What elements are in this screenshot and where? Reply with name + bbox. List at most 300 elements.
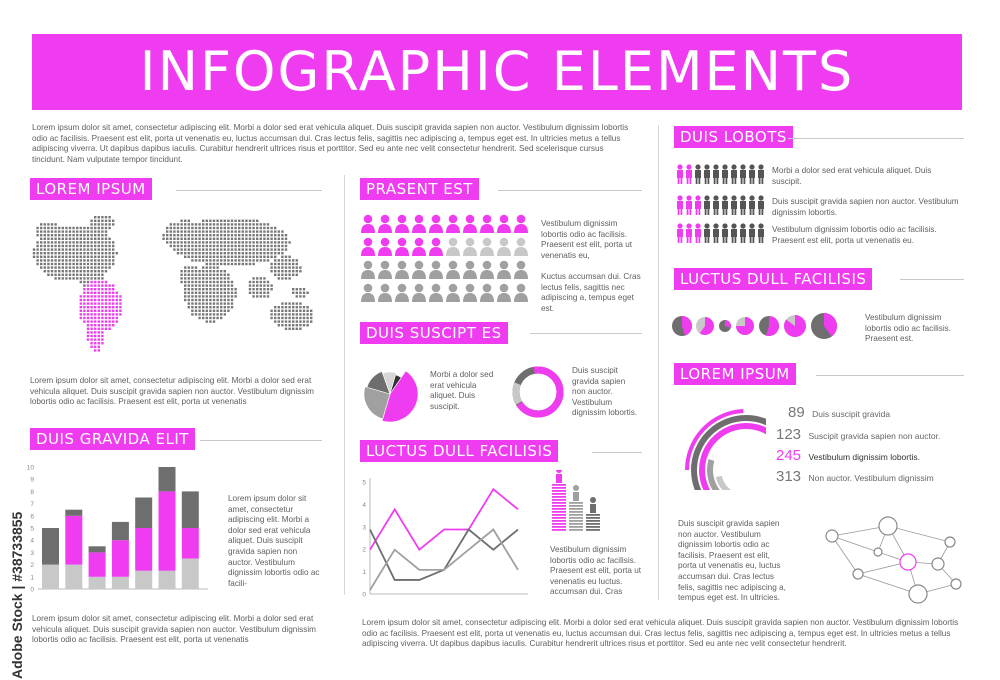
- map-dot: [83, 313, 85, 315]
- map-dot: [90, 227, 92, 229]
- map-dot: [209, 288, 211, 290]
- map-dot: [296, 302, 298, 304]
- map-dot: [105, 288, 107, 290]
- person-row-text: Vestibulum dignissim lobortis odio ac facilisis. Praesent est elit, porta ut venenatis eu.: [772, 225, 937, 245]
- map-dot: [202, 238, 204, 240]
- map-dot: [238, 259, 240, 261]
- map-dot: [274, 317, 276, 319]
- map-dot: [209, 310, 211, 312]
- network-edge: [832, 536, 858, 574]
- map-dot: [101, 230, 103, 232]
- map-dot: [198, 252, 200, 254]
- map-dot: [213, 320, 215, 322]
- map-dot: [195, 306, 197, 308]
- map-dot: [224, 292, 226, 294]
- map-dot: [296, 324, 298, 326]
- map-dot: [224, 295, 226, 297]
- map-dot: [267, 230, 269, 232]
- map-dot: [220, 263, 222, 265]
- map-dot: [292, 266, 294, 268]
- map-dot: [87, 266, 89, 268]
- map-dot: [112, 299, 114, 301]
- y-tick-label: 9: [30, 476, 34, 484]
- map-dot: [101, 320, 103, 322]
- map-dot: [274, 266, 276, 268]
- map-dot: [90, 288, 92, 290]
- bar: [42, 528, 59, 565]
- map-dot: [184, 299, 186, 301]
- map-dot: [69, 248, 71, 250]
- map-dot: [87, 320, 89, 322]
- map-dot: [242, 241, 244, 243]
- map-dot: [256, 234, 258, 236]
- map-dot: [112, 295, 114, 297]
- section-rule: [498, 190, 642, 191]
- map-dot: [299, 302, 301, 304]
- map-dot: [54, 234, 56, 236]
- map-dot: [119, 313, 121, 315]
- map-dot: [213, 306, 215, 308]
- map-dot: [206, 220, 208, 222]
- map-dot: [281, 238, 283, 240]
- map-dot: [206, 317, 208, 319]
- map-dot: [101, 281, 103, 283]
- map-dot: [108, 310, 110, 312]
- mini-pies-paragraph: Vestibulum dignissim lobortis odio ac facilisis. Praesent est.: [865, 313, 952, 344]
- map-dot: [51, 245, 53, 247]
- map-dot: [249, 284, 251, 286]
- map-dot: [252, 223, 254, 225]
- map-dot: [260, 234, 262, 236]
- map-dot: [87, 230, 89, 232]
- map-dot: [220, 313, 222, 315]
- map-dot: [288, 313, 290, 315]
- map-dot: [285, 324, 287, 326]
- lines-paragraph: Vestibulum dignissim lobortis odio ac facilisis. Praesent est elit, porta ut venenatis eu luctus. accumsan dui. Cras: [550, 545, 642, 597]
- map-dot: [252, 238, 254, 240]
- map-dot: [263, 292, 265, 294]
- map-dot: [252, 281, 254, 283]
- map-dot: [195, 310, 197, 312]
- map-dot: [76, 252, 78, 254]
- bar: [112, 577, 129, 589]
- map-dot: [69, 274, 71, 276]
- map-dot: [267, 295, 269, 297]
- person-icon: [429, 261, 443, 279]
- map-dot: [242, 256, 244, 258]
- map-dot: [108, 216, 110, 218]
- person-row: [676, 195, 768, 217]
- person-icon: [446, 238, 460, 256]
- map-dot: [274, 248, 276, 250]
- map-dot: [184, 220, 186, 222]
- map-dot: [252, 241, 254, 243]
- map-dot: [105, 248, 107, 250]
- map-dot: [296, 288, 298, 290]
- map-dot: [227, 238, 229, 240]
- map-dot: [202, 284, 204, 286]
- map-dot: [206, 266, 208, 268]
- map-dot: [76, 266, 78, 268]
- map-dot: [245, 227, 247, 229]
- map-dot: [227, 227, 229, 229]
- map-dot: [227, 302, 229, 304]
- person-icon: [395, 284, 409, 302]
- map-dot: [191, 238, 193, 240]
- map-dot: [238, 220, 240, 222]
- map-dot: [105, 256, 107, 258]
- map-dot: [166, 234, 168, 236]
- pictograph-bar: [552, 470, 566, 531]
- map-dot: [87, 227, 89, 229]
- column-divider: [344, 175, 345, 595]
- map-dot: [216, 234, 218, 236]
- map-dot: [216, 302, 218, 304]
- map-dot: [220, 292, 222, 294]
- map-dot: [202, 241, 204, 243]
- network-node: [874, 548, 882, 556]
- map-dot: [263, 241, 265, 243]
- map-dot: [98, 241, 100, 243]
- map-dot: [252, 256, 254, 258]
- map-dot: [94, 230, 96, 232]
- map-dot: [224, 223, 226, 225]
- map-dot: [58, 234, 60, 236]
- person-icon: [749, 223, 755, 243]
- map-dot: [267, 223, 269, 225]
- map-dot: [198, 310, 200, 312]
- map-dot: [191, 230, 193, 232]
- map-dot: [216, 241, 218, 243]
- map-dot: [306, 320, 308, 322]
- y-tick-label: 1: [30, 574, 34, 582]
- map-dot: [296, 317, 298, 319]
- map-dot: [281, 259, 283, 261]
- map-dot: [198, 313, 200, 315]
- bar: [112, 540, 129, 577]
- map-dot: [216, 284, 218, 286]
- map-dot: [65, 263, 67, 265]
- map-dot: [105, 306, 107, 308]
- map-dot: [83, 292, 85, 294]
- map-dot: [202, 252, 204, 254]
- map-dot: [170, 223, 172, 225]
- network-diagram: [818, 516, 968, 606]
- map-dot: [195, 295, 197, 297]
- map-dot: [87, 252, 89, 254]
- map-dot: [278, 313, 280, 315]
- map-dot: [62, 245, 64, 247]
- map-dot: [87, 331, 89, 333]
- map-dot: [270, 248, 272, 250]
- map-dot: [94, 317, 96, 319]
- map-dot: [281, 245, 283, 247]
- map-dot: [227, 234, 229, 236]
- map-dot: [209, 252, 211, 254]
- map-dot: [191, 248, 193, 250]
- person-icon: [713, 164, 719, 184]
- map-dot: [281, 256, 283, 258]
- map-dot: [108, 292, 110, 294]
- person-icon: [497, 284, 511, 302]
- map-dot: [69, 230, 71, 232]
- map-dot: [98, 234, 100, 236]
- map-dot: [108, 259, 110, 261]
- section-title-mini-pies: LUCTUS DULL FACILISIS: [674, 268, 872, 290]
- map-dot: [252, 227, 254, 229]
- map-dot: [278, 266, 280, 268]
- map-dot: [198, 317, 200, 319]
- map-dot: [173, 234, 175, 236]
- map-dot: [224, 302, 226, 304]
- map-dot: [216, 306, 218, 308]
- map-dot: [94, 245, 96, 247]
- map-dot: [58, 230, 60, 232]
- map-dot: [191, 245, 193, 247]
- map-dot: [252, 220, 254, 222]
- map-dot: [166, 227, 168, 229]
- map-dot: [288, 256, 290, 258]
- y-tick-label: 2: [30, 562, 34, 570]
- map-dot: [65, 241, 67, 243]
- map-dot: [299, 324, 301, 326]
- map-dot: [202, 270, 204, 272]
- map-dot: [296, 263, 298, 265]
- map-dot: [69, 234, 71, 236]
- map-dot: [303, 295, 305, 297]
- map-dot: [94, 335, 96, 337]
- map-dot: [274, 320, 276, 322]
- map-dot: [51, 274, 53, 276]
- map-dot: [299, 306, 301, 308]
- map-dot: [292, 292, 294, 294]
- map-dot: [231, 263, 233, 265]
- map-dot: [227, 299, 229, 301]
- person-icon: [429, 215, 443, 233]
- map-dot: [191, 234, 193, 236]
- map-dot: [263, 234, 265, 236]
- map-dot: [90, 230, 92, 232]
- map-dot: [62, 238, 64, 240]
- map-dot: [119, 306, 121, 308]
- map-dot: [80, 281, 82, 283]
- map-dot: [83, 274, 85, 276]
- map-dot: [101, 266, 103, 268]
- map-dot: [44, 270, 46, 272]
- map-dot: [90, 331, 92, 333]
- map-dot: [90, 259, 92, 261]
- map-dot: [234, 288, 236, 290]
- map-dot: [98, 324, 100, 326]
- map-dot: [224, 263, 226, 265]
- map-dot: [62, 248, 64, 250]
- person-icon: [497, 215, 511, 233]
- map-dot: [184, 270, 186, 272]
- person-icon: [677, 195, 683, 215]
- map-dot: [87, 302, 89, 304]
- map-dot: [69, 263, 71, 265]
- map-dot: [116, 299, 118, 301]
- person-icon: [361, 215, 375, 233]
- map-dot: [310, 320, 312, 322]
- map-dot: [188, 281, 190, 283]
- map-dot: [288, 310, 290, 312]
- map-dot: [105, 245, 107, 247]
- map-dot: [270, 313, 272, 315]
- map-dot: [119, 302, 121, 304]
- map-dot: [281, 320, 283, 322]
- person-icon: [722, 223, 728, 243]
- map-dot: [202, 259, 204, 261]
- bar: [159, 491, 176, 570]
- map-dot: [188, 306, 190, 308]
- section-title-bar: DUIS GRAVIDA ELIT: [30, 428, 195, 450]
- map-dot: [227, 259, 229, 261]
- map-dot: [198, 230, 200, 232]
- map-dot: [288, 302, 290, 304]
- map-dot: [83, 234, 85, 236]
- person-icon: [378, 261, 392, 279]
- map-dot: [98, 317, 100, 319]
- map-dot: [180, 252, 182, 254]
- map-dot: [184, 277, 186, 279]
- map-dot: [206, 306, 208, 308]
- map-dot: [76, 248, 78, 250]
- map-dot: [94, 266, 96, 268]
- map-dot: [242, 234, 244, 236]
- map-dot: [94, 331, 96, 333]
- person-icon: [514, 284, 528, 302]
- map-dot: [65, 259, 67, 261]
- map-dot: [177, 248, 179, 250]
- map-dot: [188, 284, 190, 286]
- map-dot: [288, 266, 290, 268]
- map-dot: [76, 245, 78, 247]
- map-dot: [260, 245, 262, 247]
- map-dot: [112, 288, 114, 290]
- map-dot: [213, 259, 215, 261]
- map-dot: [231, 234, 233, 236]
- map-dot: [209, 241, 211, 243]
- map-dot: [220, 284, 222, 286]
- map-dot: [58, 263, 60, 265]
- map-dot: [98, 313, 100, 315]
- map-dot: [44, 223, 46, 225]
- map-dot: [162, 238, 164, 240]
- map-dot: [216, 259, 218, 261]
- map-dot: [306, 317, 308, 319]
- map-dot: [58, 241, 60, 243]
- map-dot: [206, 295, 208, 297]
- person-icon: [361, 284, 375, 302]
- map-dot: [101, 331, 103, 333]
- map-dot: [213, 274, 215, 276]
- map-dot: [72, 234, 74, 236]
- map-dot: [216, 248, 218, 250]
- map-dot: [94, 310, 96, 312]
- person-icon: [514, 238, 528, 256]
- person-icon: [740, 164, 746, 184]
- map-dot: [252, 277, 254, 279]
- map-dot: [44, 259, 46, 261]
- map-dot: [184, 266, 186, 268]
- map-dot: [195, 270, 197, 272]
- map-dot: [191, 281, 193, 283]
- map-dot: [83, 238, 85, 240]
- map-dot: [108, 328, 110, 330]
- map-dot: [209, 270, 211, 272]
- map-dot: [180, 223, 182, 225]
- map-dot: [112, 313, 114, 315]
- map-dot: [83, 295, 85, 297]
- map-dot: [227, 310, 229, 312]
- map-dot: [180, 270, 182, 272]
- map-dot: [220, 295, 222, 297]
- map-dot: [198, 234, 200, 236]
- map-dot: [87, 328, 89, 330]
- y-tick-label: 3: [362, 524, 366, 532]
- map-dot: [267, 259, 269, 261]
- map-dot: [299, 292, 301, 294]
- map-dot: [231, 288, 233, 290]
- map-dot: [184, 248, 186, 250]
- map-dot: [242, 245, 244, 247]
- map-dot: [198, 259, 200, 261]
- map-dot: [177, 241, 179, 243]
- map-dot: [191, 284, 193, 286]
- person-icon: [740, 195, 746, 215]
- map-dot: [213, 256, 215, 258]
- map-dot: [263, 284, 265, 286]
- map-dot: [238, 238, 240, 240]
- map-dot: [90, 299, 92, 301]
- map-dot: [198, 288, 200, 290]
- person-icon: [395, 215, 409, 233]
- map-dot: [238, 241, 240, 243]
- map-dot: [206, 223, 208, 225]
- map-dot: [263, 227, 265, 229]
- mini-pie: [736, 317, 754, 335]
- map-dot: [58, 274, 60, 276]
- map-dot: [227, 284, 229, 286]
- network-node: [951, 579, 961, 589]
- map-dot: [231, 256, 233, 258]
- map-dot: [72, 241, 74, 243]
- map-dot: [216, 270, 218, 272]
- map-dot: [238, 248, 240, 250]
- map-dot: [188, 256, 190, 258]
- map-dot: [69, 227, 71, 229]
- map-dot: [274, 234, 276, 236]
- map-dot: [198, 256, 200, 258]
- map-dot: [47, 227, 49, 229]
- map-dot: [310, 317, 312, 319]
- map-dot: [267, 241, 269, 243]
- map-dot: [231, 306, 233, 308]
- map-dot: [288, 263, 290, 265]
- map-dot: [101, 317, 103, 319]
- map-dot: [94, 248, 96, 250]
- map-dot: [83, 245, 85, 247]
- map-dot: [58, 252, 60, 254]
- map-dot: [80, 274, 82, 276]
- map-dot: [206, 230, 208, 232]
- network-edge: [888, 526, 950, 542]
- map-dot: [249, 281, 251, 283]
- map-dot: [231, 259, 233, 261]
- map-dot: [191, 292, 193, 294]
- map-dot: [224, 234, 226, 236]
